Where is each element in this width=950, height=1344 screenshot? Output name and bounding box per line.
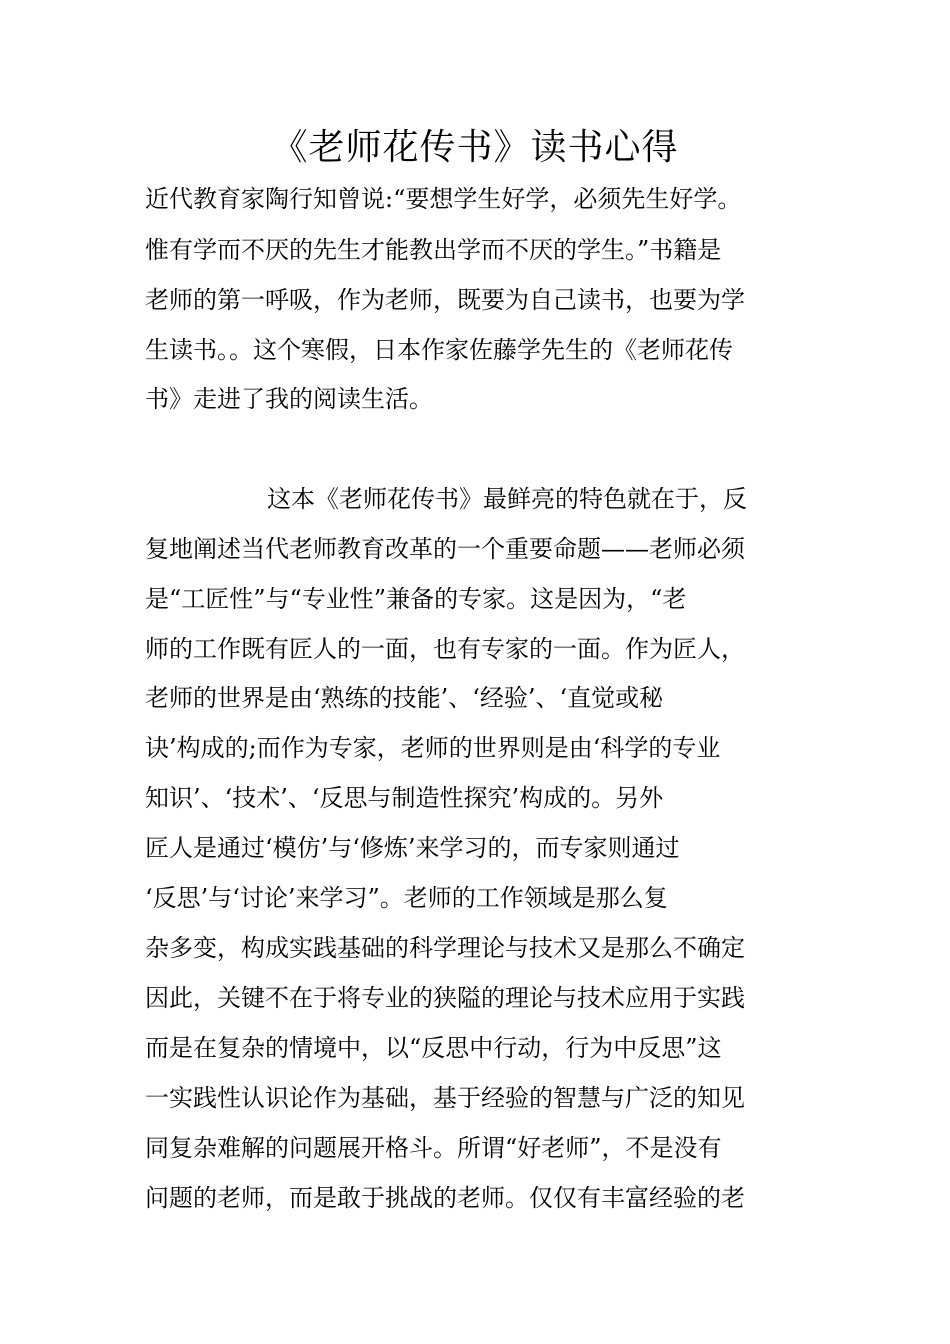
paragraph-1-line-1: 近代教育家陶行知曾说:“要想学生好学，必须先生好学。 — [145, 185, 742, 213]
paragraph-2-line-10: 杂多变，构成实践基础的科学理论与技术又是那么不确定 — [145, 934, 745, 962]
paragraph-2-line-9: ‘反思’与‘讨论’来学习”。老师的工作领域是那么复 — [145, 884, 668, 912]
paragraph-2-line-6: 诀’构成的;而作为专家，老师的世界则是由‘科学的专业 — [145, 734, 721, 762]
paragraph-1-line-4: 生读书。。这个寒假，日本作家佐藤学先生的《老师花传 — [145, 336, 733, 364]
paragraph-2-line-13: 一实践性认识论作为基础，基于经验的智慧与广泛的知见 — [145, 1084, 745, 1112]
paragraph-2-line-5: 老师的世界是由‘熟练的技能’、‘经验’、‘直觉或秘 — [145, 684, 664, 712]
document-title: 《老师花传书》读书心得 — [271, 127, 679, 168]
paragraph-1-line-5: 书》走进了我的阅读生活。 — [145, 385, 433, 413]
paragraph-2-line-8: 匠人是通过‘模仿’与‘修炼’来学习的，而专家则通过 — [145, 834, 680, 862]
paragraph-2-line-11: 因此，关键不在于将专业的狭隘的理论与技术应用于实践 — [145, 984, 745, 1012]
paragraph-2-line-1: 这本《老师花传书》最鲜亮的特色就在于，反 — [267, 485, 747, 513]
paragraph-2-line-15: 问题的老师，而是敢于挑战的老师。仅仅有丰富经验的老 — [145, 1184, 745, 1212]
paragraph-2-line-3: 是“工匠性”与“专业性”兼备的专家。这是因为，“老 — [145, 585, 687, 613]
paragraph-2-line-4: 师的工作既有匠人的一面，也有专家的一面。作为匠人， — [145, 635, 745, 663]
paragraph-1-line-3: 老师的第一呼吸，作为老师，既要为自己读书，也要为学 — [145, 286, 745, 314]
paragraph-1-line-2: 惟有学而不厌的先生才能教出学而不厌的学生。”书籍是 — [145, 236, 722, 264]
paragraph-2-line-14: 同复杂难解的问题展开格斗。所谓“好老师”，不是没有 — [145, 1134, 722, 1162]
paragraph-2-line-7: 知识’、‘技术’、‘反思与制造性探究’构成的。另外 — [145, 784, 664, 812]
paragraph-2-line-2: 复地阐述当代老师教育改革的一个重要命题——老师必须 — [145, 535, 745, 563]
paragraph-2-line-12: 而是在复杂的情境中，以“反思中行动，行为中反思”这 — [145, 1034, 722, 1062]
